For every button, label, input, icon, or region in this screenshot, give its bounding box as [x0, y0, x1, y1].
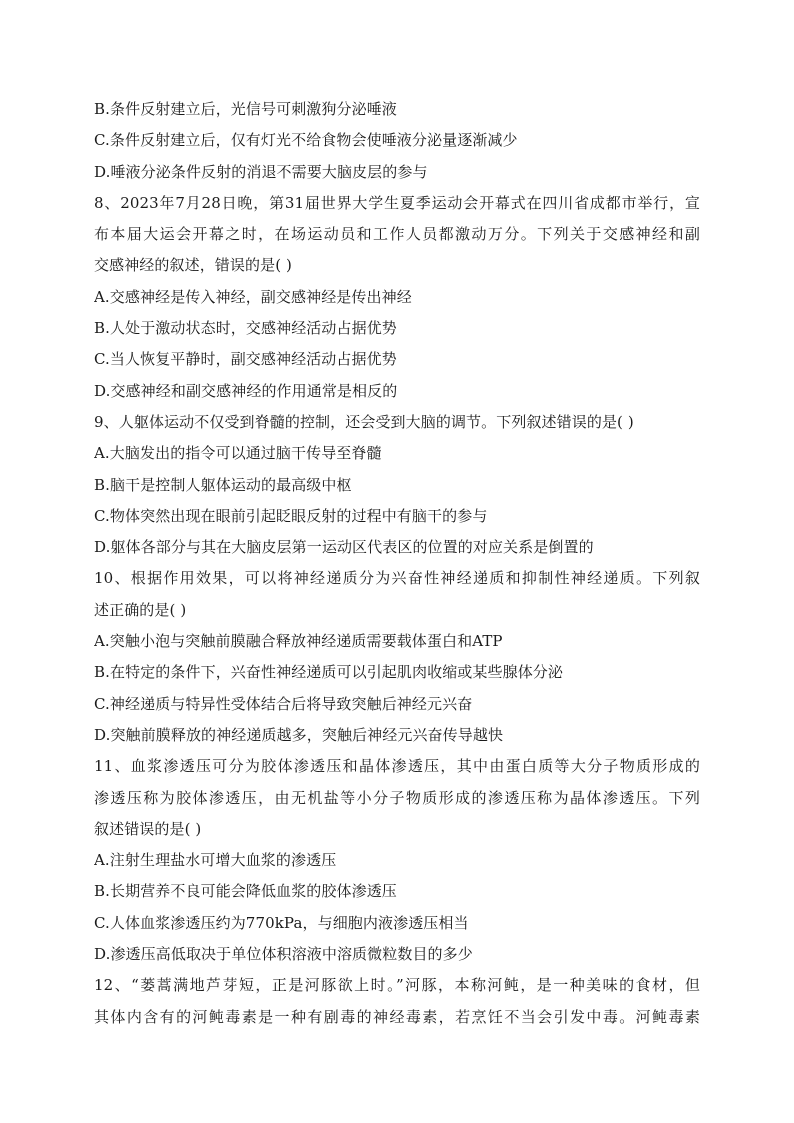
q11-option-c: C.人体血浆渗透压约为770kPa，与细胞内液渗透压相当: [94, 913, 469, 932]
q7-option-b: B.条件反射建立后，光信号可刺激狗分泌唾液: [94, 100, 397, 118]
q8-stem-line-2: 布本届大运会开幕之时，在场运动员和工作人员都激动万分。下列关于交感神经和副: [94, 225, 700, 244]
q12-stem-line-1: 12、“蒌蒿满地芦芽短，正是河豚欲上时。”河豚，本称河鲀，是一种美味的食材，但: [94, 976, 700, 995]
q9-stem-line-1: 9、人躯体运动不仅受到脊髓的控制，还会受到大脑的调节。下列叙述错误的是( ): [94, 412, 634, 431]
q11-option-b: B.长期营养不良可能会降低血浆的胶体渗透压: [94, 882, 397, 901]
q8-option-b: B.人处于激动状态时，交感神经活动占据优势: [94, 319, 397, 338]
q8-stem-line-3: 交感神经的叙述，错误的是( ): [94, 256, 292, 275]
document-page: [94, 94, 700, 1033]
q11-option-a: A.注射生理盐水可增大血浆的渗透压: [94, 851, 337, 870]
q8-stem-line-1: 8、2023年7月28日晚，第31届世界大学生夏季运动会开幕式在四川省成都市举行，宣: [94, 193, 700, 212]
q11-stem-line-1: 11、血浆渗透压可分为胶体渗透压和晶体渗透压，其中由蛋白质等大分子物质形成的: [94, 757, 700, 776]
q8-option-c: C.当人恢复平静时，副交感神经活动占据优势: [94, 350, 397, 369]
q12-stem-line-2: 其体内含有的河鲀毒素是一种有剧毒的神经毒素，若烹饪不当会引发中毒。河鲀毒素: [94, 1007, 700, 1026]
q8-option-d: D.交感神经和副交感神经的作用通常是相反的: [94, 381, 398, 400]
q10-stem-line-2: 述正确的是( ): [94, 600, 187, 619]
q11-stem-line-2: 渗透压称为胶体渗透压，由无机盐等小分子物质形成的渗透压称为晶体渗透压。下列: [94, 788, 700, 807]
q9-option-a: A.大脑发出的指令可以通过脑干传导至脊髓: [94, 444, 382, 463]
q7-option-c: C.条件反射建立后，仅有灯光不给食物会使唾液分泌量逐渐减少: [94, 131, 518, 150]
q8-option-a: A.交感神经是传入神经，副交感神经是传出神经: [94, 287, 412, 306]
q9-option-d: D.躯体各部分与其在大脑皮层第一运动区代表区的位置的对应关系是倒置的: [94, 538, 594, 557]
q7-option-d: D.唾液分泌条件反射的消退不需要大脑皮层的参与: [94, 162, 428, 181]
q10-option-a: A.突触小泡与突触前膜融合释放神经递质需要载体蛋白和ATP: [94, 632, 503, 651]
q11-option-d: D.渗透压高低取决于单位体积溶液中溶质微粒数目的多少: [94, 945, 473, 964]
q10-option-b: B.在特定的条件下，兴奋性神经递质可以引起肌肉收缩或某些腺体分泌: [94, 663, 563, 682]
q9-option-c: C.物体突然出现在眼前引起眨眼反射的过程中有脑干的参与: [94, 506, 488, 525]
q10-option-d: D.突触前膜释放的神经递质越多，突触后神经元兴奋传导越快: [94, 725, 504, 744]
q10-option-c: C.神经递质与特异性受体结合后将导致突触后神经元兴奋: [94, 694, 473, 713]
q11-stem-line-3: 叙述错误的是( ): [94, 819, 202, 838]
q9-option-b: B.脑干是控制人躯体运动的最高级中枢: [94, 475, 352, 494]
q10-stem-line-1: 10、根据作用效果，可以将神经递质分为兴奋性神经递质和抑制性神经递质。下列叙: [94, 569, 700, 588]
